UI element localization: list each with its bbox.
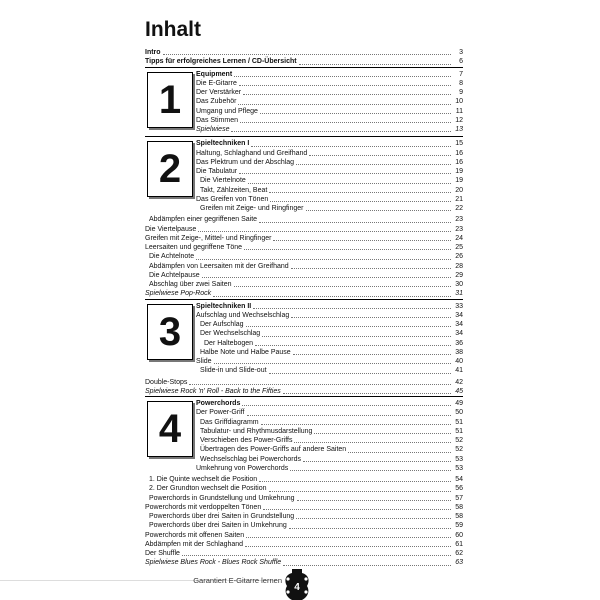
dot-leader <box>259 481 451 482</box>
entry-page-number: 7 <box>459 70 463 78</box>
entry-page-number: 9 <box>459 89 463 96</box>
dot-leader <box>182 555 451 556</box>
entry-page-number: 19 <box>455 168 463 175</box>
dot-leader <box>242 405 451 406</box>
dot-leader <box>260 113 451 114</box>
toc-entry <box>196 408 463 417</box>
dot-leader <box>255 345 451 346</box>
toc-entry <box>196 427 463 436</box>
dot-leader <box>296 518 451 519</box>
entry-page-number: 49 <box>455 400 463 407</box>
entry-title: Die Achtelnote <box>149 253 195 261</box>
toc-entry <box>145 475 463 484</box>
entry-page-number: 26 <box>455 253 463 261</box>
chapter-entries <box>196 139 463 213</box>
toc-entry <box>145 531 463 540</box>
dot-leader <box>299 64 451 65</box>
entry-title: Der Verstärker <box>196 89 242 96</box>
entry-title: Tipps für erfolgreiches Lernen / CD-Übersicht <box>145 58 297 66</box>
entry-page-number: 22 <box>455 205 463 212</box>
chapter-2-more-entries <box>145 215 463 298</box>
dot-leader <box>297 500 451 501</box>
entry-title: Umkehrung von Powerchords <box>196 464 289 472</box>
entry-title: Das Plektrum und der Abschlag <box>196 158 295 166</box>
dot-leader <box>238 104 451 105</box>
toc-entry <box>145 225 463 234</box>
entry-title: Das Stimmen <box>196 116 239 124</box>
page-footer <box>0 565 600 600</box>
entry-page-number: 11 <box>455 107 463 115</box>
entry-page-number: 62 <box>455 550 463 557</box>
entry-page-number: 34 <box>455 311 463 319</box>
dot-leader <box>289 528 451 529</box>
entry-title: Haltung, Schlaghand und Greifhand <box>196 149 308 157</box>
dot-leader <box>314 433 451 434</box>
chapter-number-box: 4 <box>147 401 193 457</box>
entry-page-number: 40 <box>455 358 463 365</box>
entry-title: Das Griffdiagramm <box>200 418 259 426</box>
entry-page-number: 42 <box>455 378 463 386</box>
chapter-1 <box>145 68 463 137</box>
entry-page-number: 59 <box>455 522 463 530</box>
entry-title: Die Achtelpause <box>149 271 200 279</box>
entry-page-number: 58 <box>455 503 463 511</box>
chapter-number-box: 1 <box>147 72 193 128</box>
dot-leader <box>240 122 451 123</box>
toc-entry <box>196 311 463 320</box>
entry-page-number: 61 <box>455 540 463 548</box>
entry-page-number: 28 <box>455 262 463 270</box>
dot-leader <box>303 461 451 462</box>
dot-leader <box>269 491 451 492</box>
entry-page-number: 29 <box>455 271 463 279</box>
chapter-3-more-entries <box>145 378 463 397</box>
toc-entry <box>196 302 463 311</box>
chapter-entries <box>196 399 463 473</box>
dot-leader <box>306 210 452 211</box>
dot-leader <box>246 537 451 538</box>
dot-leader <box>283 393 451 394</box>
toc-entry <box>145 521 463 530</box>
entry-title: Double-Stops <box>145 378 188 386</box>
entry-page-number: 13 <box>455 126 463 133</box>
entry-title: Powerchords in Grundstellung und Umkehrung <box>149 494 295 502</box>
dot-leader <box>269 373 451 374</box>
entry-title: Die Viertelnote <box>200 177 246 185</box>
dot-leader <box>214 363 451 364</box>
table-of-contents <box>145 48 463 568</box>
entry-page-number: 63 <box>455 559 463 567</box>
entry-page-number: 52 <box>455 437 463 444</box>
toc-entry <box>196 139 463 148</box>
entry-page-number: 8 <box>459 79 463 87</box>
entry-page-number: 36 <box>455 339 463 347</box>
entry-page-number: 23 <box>455 225 463 233</box>
dot-leader <box>259 222 451 223</box>
entry-page-number: 10 <box>455 98 463 106</box>
toc-entry <box>196 116 463 125</box>
chapter-3 <box>145 300 463 378</box>
toc-entry <box>145 378 463 387</box>
entry-title: Spielwiese <box>196 126 230 133</box>
entry-title: Powerchords mit offenen Saiten <box>145 531 245 539</box>
dot-leader <box>213 296 451 297</box>
entry-title: Spielwiese Rock 'n' Roll - Back to the Fifties <box>145 387 281 395</box>
toc-entry <box>196 70 463 79</box>
entry-page-number: 50 <box>455 409 463 417</box>
entry-page-number: 20 <box>455 186 463 194</box>
entry-title: Takt, Zählzeiten, Beat <box>200 186 268 194</box>
page-title: Inhalt <box>145 18 201 41</box>
entry-page-number: 53 <box>455 464 463 472</box>
entry-page-number: 58 <box>455 513 463 520</box>
entry-page-number: 31 <box>455 290 463 298</box>
chapter-2 <box>145 137 463 215</box>
toc-entry <box>196 97 463 106</box>
dot-leader <box>262 336 451 337</box>
entry-page-number: 34 <box>455 321 463 328</box>
entry-page-number: 15 <box>455 140 463 148</box>
toc-entry <box>145 503 463 512</box>
toc-entry <box>196 195 463 204</box>
toc-entry <box>196 399 463 408</box>
chapter-entries <box>196 70 463 135</box>
entry-title: Powerchords über drei Saiten in Grundstellung <box>149 513 295 520</box>
toc-entry <box>196 464 463 473</box>
toc-entry <box>145 252 463 261</box>
intro-entries <box>145 48 463 67</box>
entry-page-number: 21 <box>455 195 463 203</box>
toc-entry <box>145 57 463 66</box>
entry-title: Greifen mit Zeige- und Ringfinger <box>200 205 304 212</box>
dot-leader <box>309 155 451 156</box>
entry-title: Der Wechselschlag <box>200 330 261 338</box>
dot-leader <box>269 192 451 193</box>
dot-leader <box>234 286 452 287</box>
dot-leader <box>202 277 451 278</box>
entry-page-number: 16 <box>455 149 463 157</box>
toc-entry <box>145 540 463 549</box>
dot-leader <box>291 317 451 318</box>
dot-leader <box>245 546 451 547</box>
entry-title: Abdämpfen von Leersaiten mit der Greifhand <box>149 262 289 270</box>
toc-entry <box>196 436 463 445</box>
entry-title: Übertragen des Power-Griffs auf andere Saiten <box>200 446 347 454</box>
dot-leader <box>251 146 451 147</box>
entry-title: Greifen mit Zeige-, Mittel- und Ringfinger <box>145 234 272 242</box>
entry-title: Aufschlag und Wechselschlag <box>196 311 290 319</box>
entry-title: Das Zubehör <box>196 98 237 106</box>
entry-page-number: 12 <box>455 116 463 124</box>
entry-title: Der Aufschlag <box>200 321 244 328</box>
entry-title: Abdämpfen mit der Schlaghand <box>145 540 244 548</box>
entry-page-number: 24 <box>455 234 463 242</box>
dot-leader <box>196 259 451 260</box>
entry-title: Die Tabulatur <box>196 168 238 175</box>
entry-title: Powerchords mit verdoppelten Tönen <box>145 503 262 511</box>
toc-entry <box>196 348 463 357</box>
toc-entry <box>196 204 463 213</box>
toc-entry <box>196 125 463 134</box>
entry-page-number: 51 <box>455 418 463 426</box>
entry-title: Slide <box>196 358 212 365</box>
dot-leader <box>291 268 451 269</box>
guitar-headstock-icon <box>283 569 311 600</box>
entry-title: Spieltechniken II <box>196 302 252 310</box>
toc-entry <box>145 549 463 558</box>
toc-entry <box>196 418 463 427</box>
page-number: 4 <box>294 582 300 593</box>
toc-entry <box>196 167 463 176</box>
entry-page-number: 60 <box>455 531 463 539</box>
dot-leader <box>273 240 451 241</box>
toc-entry <box>145 243 463 252</box>
book-title: Garantiert E-Gitarre lernen <box>193 576 282 585</box>
entry-title: Abdämpfen einer gegriffenen Saite <box>149 216 258 224</box>
chapter-entries <box>196 302 463 376</box>
toc-entry <box>196 149 463 158</box>
toc-entry <box>145 494 463 503</box>
entry-page-number: 33 <box>455 302 463 310</box>
entry-page-number: 53 <box>455 455 463 463</box>
chapter-4 <box>145 397 463 475</box>
dot-leader <box>239 85 451 86</box>
entry-page-number: 54 <box>455 476 463 483</box>
entry-title: Leersaiten und gegriffene Töne <box>145 244 243 251</box>
toc-entry <box>145 48 463 57</box>
toc-entry <box>196 88 463 97</box>
entry-title: Spieltechniken I <box>196 140 250 148</box>
dot-leader <box>348 452 451 453</box>
entry-page-number: 52 <box>455 446 463 454</box>
dot-leader <box>293 354 451 355</box>
entry-title: Die E-Gitarre <box>196 79 237 87</box>
toc-entry <box>145 280 463 289</box>
chapter-number-box: 3 <box>147 304 193 360</box>
entry-page-number: 25 <box>455 244 463 251</box>
entry-title: Spielwiese Blues Rock - Blues Rock Shuffle <box>145 559 282 567</box>
entry-title: Wechselschlag bei Powerchords <box>200 455 302 463</box>
entry-page-number: 19 <box>455 177 463 185</box>
entry-page-number: 51 <box>455 427 463 435</box>
toc-entry <box>145 512 463 521</box>
dot-leader <box>253 308 451 309</box>
dot-leader <box>247 415 452 416</box>
entry-page-number: 3 <box>459 49 463 56</box>
dot-leader <box>163 54 451 55</box>
toc-entry <box>145 289 463 298</box>
dot-leader <box>189 384 451 385</box>
toc-entry <box>196 329 463 338</box>
entry-title: Slide-in und Slide-out <box>200 367 267 375</box>
toc-entry <box>145 271 463 280</box>
toc-entry <box>196 339 463 348</box>
entry-page-number: 57 <box>455 494 463 502</box>
entry-title: Halbe Note und Halbe Pause <box>200 348 291 356</box>
dot-leader <box>290 470 451 471</box>
dot-leader <box>263 509 451 510</box>
toc-entry <box>196 357 463 366</box>
entry-title: Abschlag über zwei Saiten <box>149 281 232 288</box>
dot-leader <box>244 249 451 250</box>
entry-title: 2. Der Grundton wechselt die Position <box>149 485 267 493</box>
toc-entry <box>145 262 463 271</box>
entry-title: Powerchords <box>196 400 241 407</box>
dot-leader <box>261 424 451 425</box>
toc-entry <box>196 320 463 329</box>
entry-title: Umgang und Pflege <box>196 107 258 115</box>
entry-title: Tabulatur- und Rhythmusdarstellung <box>200 427 313 435</box>
toc-entry <box>196 186 463 195</box>
entry-page-number: 41 <box>455 367 463 375</box>
entry-title: Das Greifen von Tönen <box>196 195 269 203</box>
dot-leader <box>234 76 451 77</box>
dot-leader <box>246 326 451 327</box>
entry-title: Der Shuffle <box>145 550 180 557</box>
chapter-4-more-entries <box>145 475 463 568</box>
entry-title: Verschieben des Power-Griffs <box>200 437 293 444</box>
entry-title: Powerchords über drei Saiten in Umkehrung <box>149 522 287 530</box>
entry-title: Equipment <box>196 70 233 78</box>
entry-page-number: 23 <box>455 216 463 224</box>
entry-page-number: 38 <box>455 348 463 356</box>
entry-title: Spielwiese Pop-Rock <box>145 290 212 298</box>
entry-page-number: 16 <box>455 158 463 166</box>
toc-entry <box>145 215 463 224</box>
dot-leader <box>294 442 451 443</box>
dot-leader <box>248 183 451 184</box>
toc-entry <box>196 366 463 375</box>
dot-leader <box>270 201 451 202</box>
entry-title: Intro <box>145 49 161 56</box>
entry-page-number: 45 <box>455 387 463 395</box>
toc-entry <box>145 387 463 396</box>
dot-leader <box>243 94 451 95</box>
toc-entry <box>196 176 463 185</box>
dot-leader <box>296 164 451 165</box>
dot-leader <box>239 173 451 174</box>
chapter-number-box: 2 <box>147 141 193 197</box>
dot-leader <box>198 231 451 232</box>
entry-title: Der Power-Griff <box>196 409 245 417</box>
entry-page-number: 34 <box>455 330 463 338</box>
toc-entry <box>145 234 463 243</box>
toc-entry <box>196 445 463 454</box>
toc-entry <box>196 107 463 116</box>
entry-title: Der Haltebogen <box>204 339 254 347</box>
entry-title: Die Viertelpause <box>145 225 197 233</box>
entry-title: 1. Die Quinte wechselt die Position <box>149 476 258 483</box>
entry-page-number: 6 <box>459 58 463 66</box>
entry-page-number: 56 <box>455 485 463 493</box>
entry-page-number: 30 <box>455 281 463 288</box>
toc-entry <box>196 455 463 464</box>
toc-entry <box>145 484 463 493</box>
toc-entry <box>196 79 463 88</box>
toc-entry <box>196 158 463 167</box>
dot-leader <box>231 131 451 132</box>
